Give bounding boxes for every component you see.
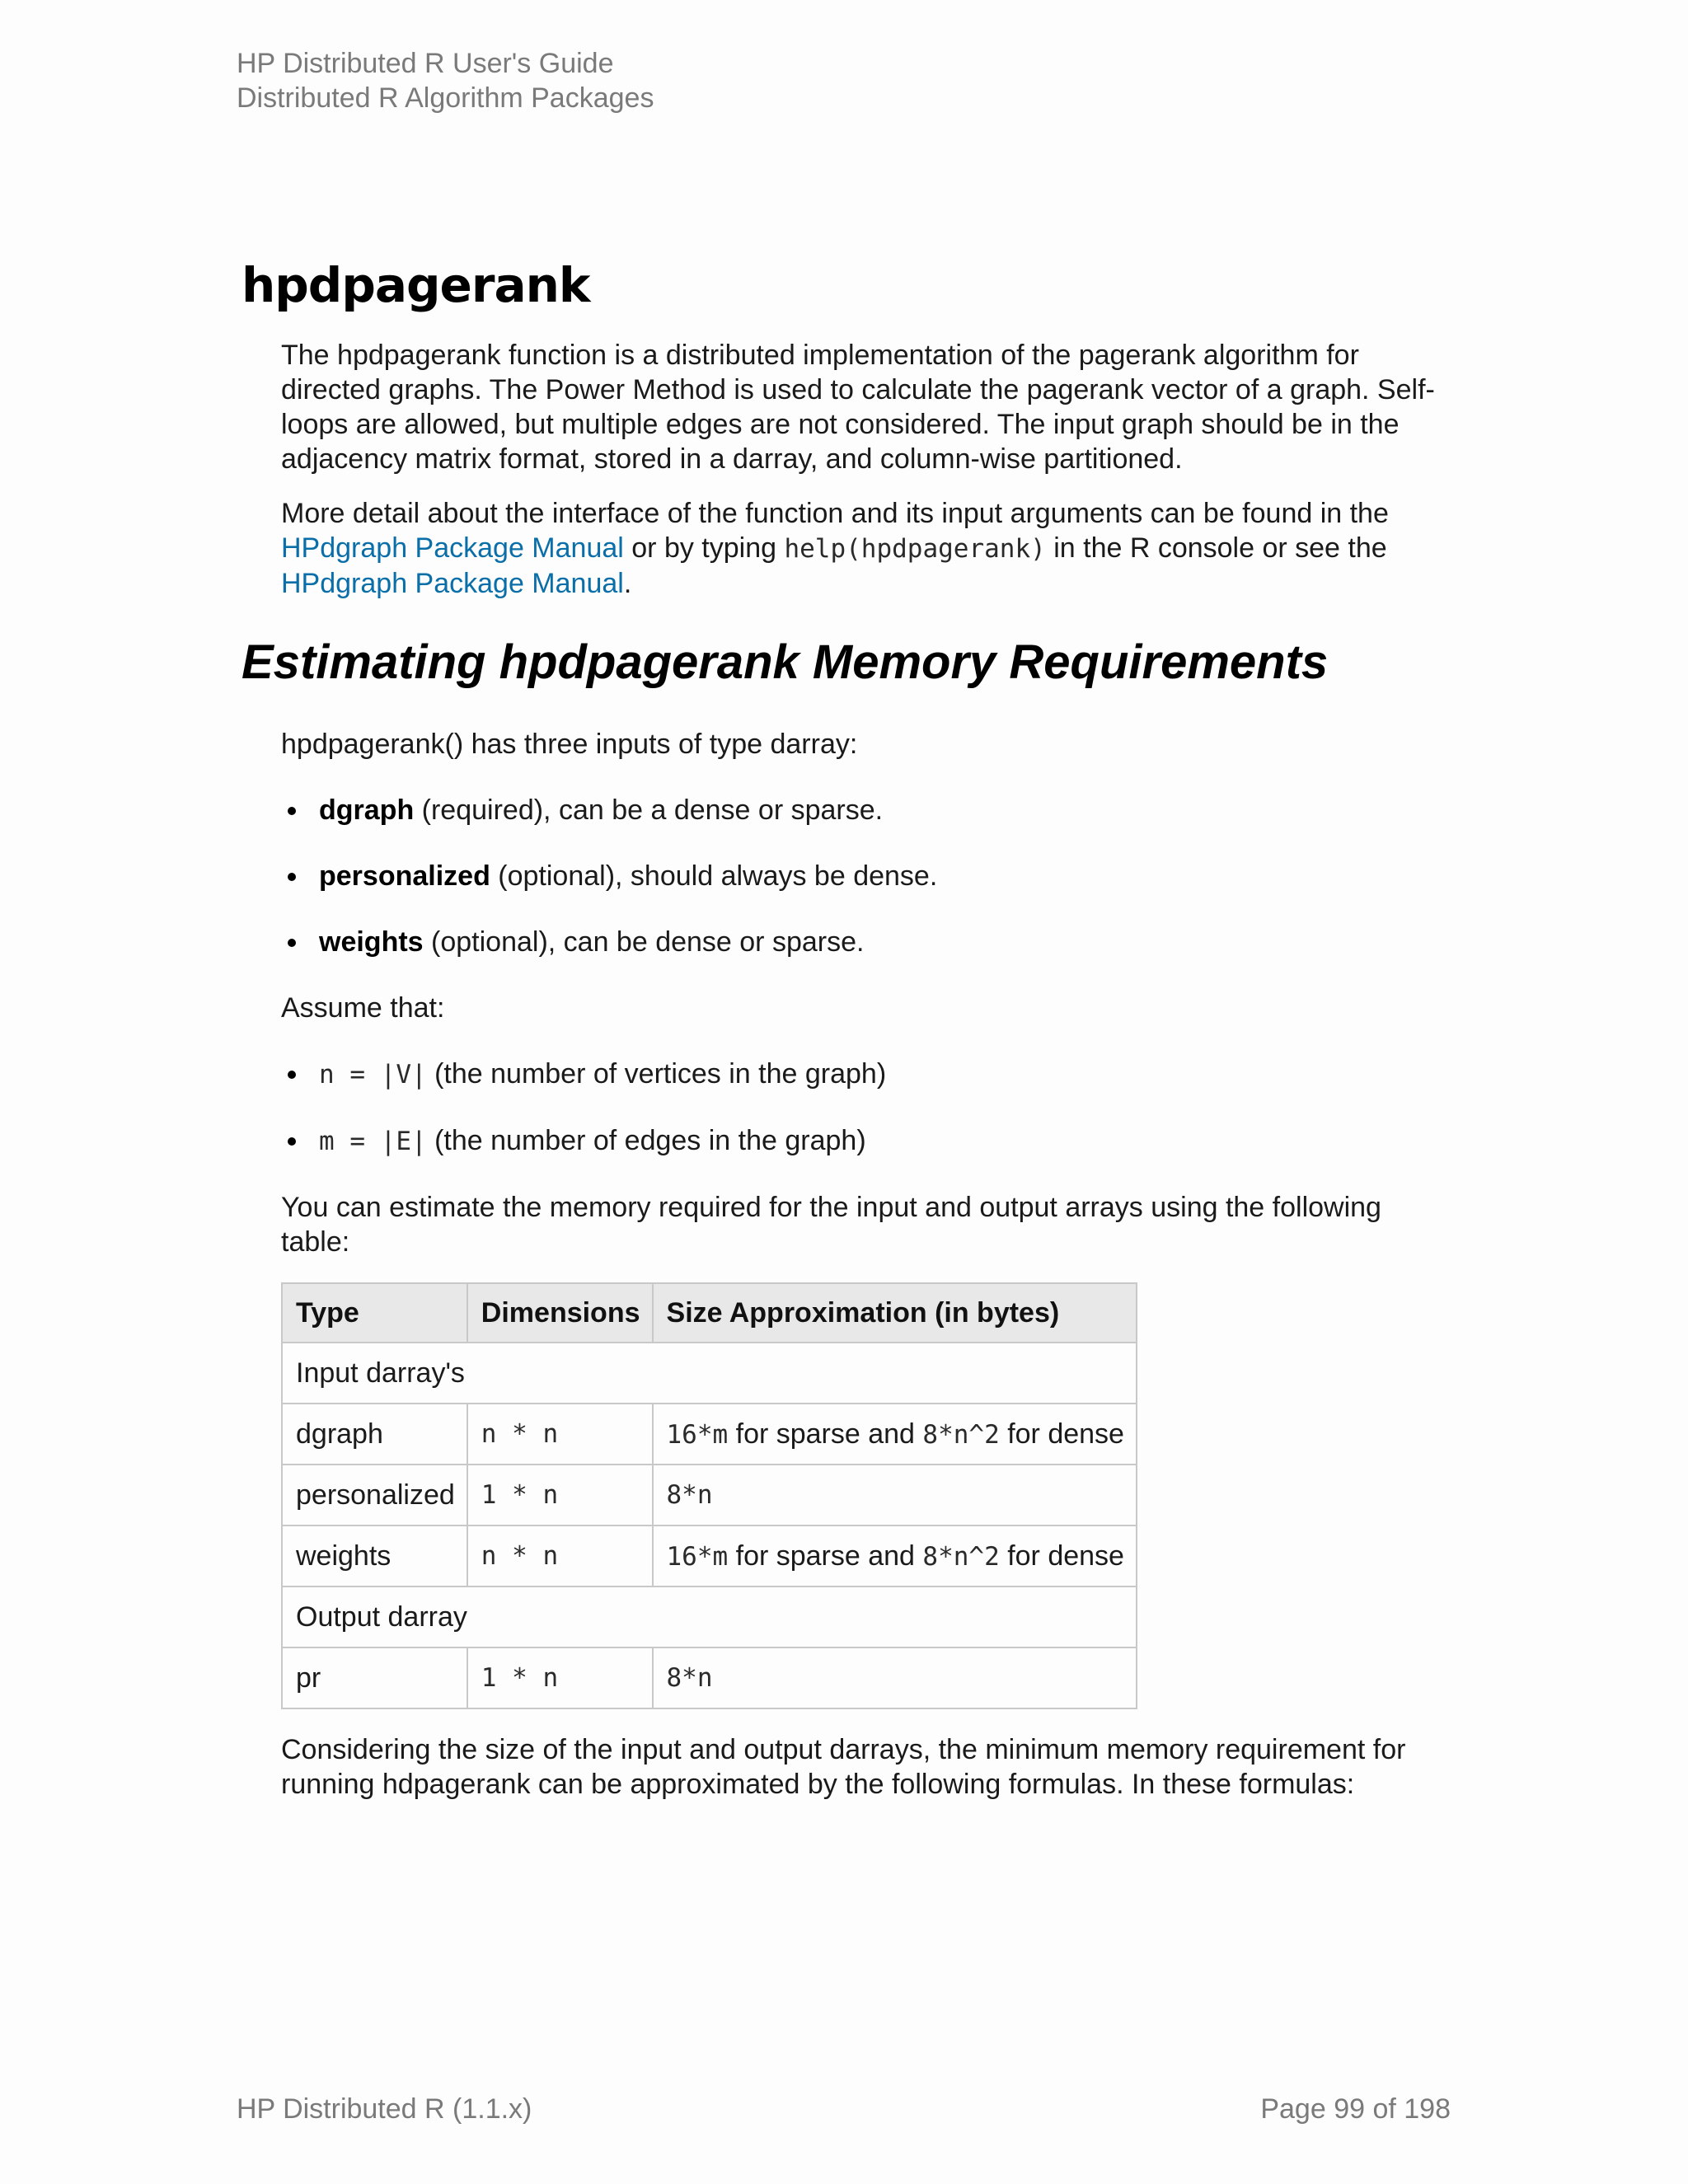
page-title: hpdpagerank	[241, 257, 590, 313]
detail-text-d: .	[623, 568, 632, 599]
footer-page-number: Page 99 of 198	[1260, 2093, 1451, 2125]
memory-table	[281, 1282, 1137, 1709]
input-desc: (optional), should always be dense.	[490, 860, 938, 892]
footer-product: HP Distributed R (1.1.x)	[237, 2093, 532, 2125]
table-row	[282, 1465, 1137, 1526]
assume-text: Assume that:	[281, 992, 445, 1024]
bullet-icon	[288, 939, 296, 947]
help-code: help(hpdpagerank)	[784, 534, 1046, 564]
cell-size	[653, 1526, 1137, 1586]
size-code: 8*n^2	[922, 1541, 1000, 1572]
input-name: dgraph	[319, 794, 415, 826]
group-label: Input darray's	[282, 1343, 1137, 1404]
bullet-icon	[288, 873, 296, 881]
size-code: 16*m	[666, 1541, 729, 1572]
table-row	[282, 1404, 1137, 1465]
cell-dims: 1 * n	[467, 1647, 653, 1708]
size-text: for sparse and	[728, 1418, 923, 1450]
var-desc: (the number of vertices in the graph)	[426, 1058, 887, 1090]
bullet-icon	[288, 807, 296, 815]
cell-size: 8*n	[653, 1465, 1137, 1526]
bullet-icon	[288, 1137, 296, 1146]
bullet-icon	[288, 1071, 296, 1079]
size-text: for dense	[999, 1418, 1124, 1450]
var-code: n = |V|	[319, 1060, 427, 1090]
section-heading: Estimating hpdpagerank Memory Requirements	[241, 635, 1329, 689]
var-code: m = |E|	[319, 1127, 427, 1156]
cell-type: pr	[282, 1647, 467, 1708]
size-code: 8*n^2	[922, 1419, 1000, 1450]
list-item	[281, 859, 1451, 893]
cell-dims: n * n	[467, 1526, 653, 1586]
var-desc: (the number of edges in the graph)	[426, 1125, 866, 1156]
group-label: Output darray	[282, 1586, 1137, 1647]
input-name: weights	[319, 926, 424, 958]
cell-type: dgraph	[282, 1404, 467, 1465]
list-item	[281, 793, 1451, 827]
column-header: Size Approximation (in bytes)	[653, 1283, 1137, 1343]
column-header: Type	[282, 1283, 467, 1343]
input-desc: (required), can be a dense or sparse.	[414, 794, 884, 826]
cell-size	[653, 1404, 1137, 1465]
size-text: for sparse and	[728, 1540, 923, 1572]
header-guide-title: HP Distributed R User's Guide	[237, 48, 614, 79]
input-desc: (optional), can be dense or sparse.	[423, 926, 865, 958]
section-body	[281, 727, 1451, 1802]
cell-type: weights	[282, 1526, 467, 1586]
intro-paragraph: The hpdpagerank function is a distributed implementation of the pagerank algorithm for directed graphs. The Power Method is used to calculate the pagerank vector of a graph. Self-loops are allowed, but multiple edges are not considered. The input graph should be in the adjacency matrix format, stored in a darray, and column-wise partitioned.	[281, 340, 1435, 475]
list-item	[281, 1057, 1451, 1092]
cell-dims: n * n	[467, 1404, 653, 1465]
column-header: Dimensions	[467, 1283, 653, 1343]
list-item	[281, 1123, 1451, 1159]
header-chapter-title: Distributed R Algorithm Packages	[237, 82, 654, 114]
inputs-list	[281, 793, 1451, 959]
inputs-lead: hpdpagerank() has three inputs of type darray:	[281, 729, 858, 760]
table-header-row	[282, 1283, 1137, 1343]
detail-paragraph	[281, 496, 1451, 601]
list-item	[281, 925, 1451, 959]
size-text: for dense	[999, 1540, 1124, 1572]
table-row	[282, 1526, 1137, 1586]
running-header	[237, 46, 654, 115]
cell-size: 8*n	[653, 1647, 1137, 1708]
vars-list	[281, 1057, 1451, 1159]
table-row	[282, 1647, 1137, 1708]
hpdgraph-manual-link-1[interactable]: HPdgraph Package Manual	[281, 532, 624, 564]
cell-type: personalized	[282, 1465, 467, 1526]
detail-text-b: or by typing	[623, 532, 785, 564]
size-code: 16*m	[666, 1419, 729, 1450]
closing-paragraph: Considering the size of the input and output darrays, the minimum memory requirement for running hdpagerank can be approximated by the following formulas. In these formulas:	[281, 1734, 1406, 1800]
hpdgraph-manual-link-2[interactable]: HPdgraph Package Manual	[281, 568, 624, 599]
intro-block	[281, 338, 1451, 601]
input-name: personalized	[319, 860, 490, 892]
table-group-row	[282, 1343, 1137, 1404]
table-intro: You can estimate the memory required for the input and output arrays using the following table:	[281, 1192, 1381, 1258]
detail-text-a: More detail about the interface of the function and its input arguments can be found in the	[281, 498, 1389, 529]
cell-dims: 1 * n	[467, 1465, 653, 1526]
table-group-row	[282, 1586, 1137, 1647]
detail-text-c: in the R console or see the	[1045, 532, 1387, 564]
